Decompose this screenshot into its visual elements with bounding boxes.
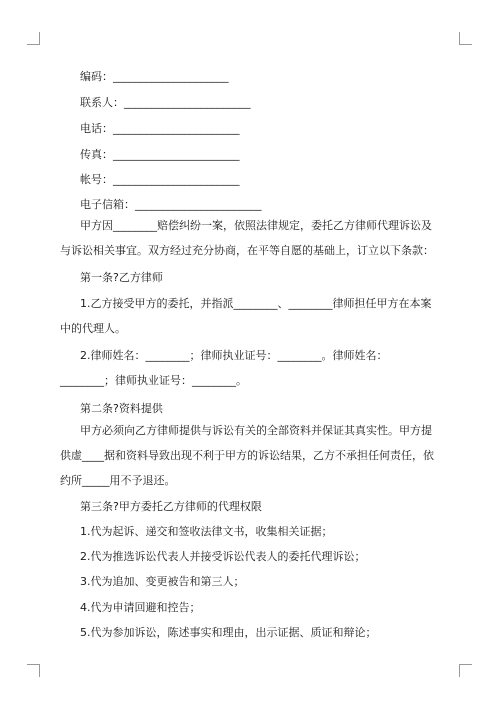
article-1-title: 第一条?乙方律师 <box>80 271 163 284</box>
article-2-title: 第二条?资料提供 <box>80 402 163 415</box>
field-fax: 传真：_______________________ <box>80 148 240 161</box>
article-3-item-3: 3.代为追加、变更被告和第三人； <box>80 575 245 588</box>
intro-paragraph: 甲方因________赔偿纠纷一案，依照法律规定，委托乙方律师代理诉讼及与诉讼相关事宜。双方经过充分协商，在平等自愿的基础上，订立以下条款： <box>60 219 434 257</box>
article-1-paragraph-2: 2.律师姓名：________；律师执业证号：________。律师姓名：________；律师执业证号：________。 <box>60 349 388 387</box>
article-3-item-1: 1.代为起诉、递交和签收法律文书，收集相关证据； <box>80 525 333 538</box>
field-phone: 电话：_______________________ <box>80 122 240 135</box>
field-email: 电子信箱：_______________________ <box>80 198 262 211</box>
crop-mark-bottom-left <box>27 664 40 677</box>
article-3-title: 第三条?甲方委托乙方律师的代理权限 <box>80 500 262 513</box>
field-code: 编码：_____________________ <box>80 70 229 83</box>
crop-mark-bottom-right <box>459 664 472 677</box>
article-2-paragraph: 甲方必须向乙方律师提供与诉讼有关的全部资料并保证其真实性。甲方提供虚____据和资料导致出现不利于甲方的诉讼结果，乙方不承担任何责任，依约所_____用不予退还。 <box>60 424 434 487</box>
article-3-item-5: 5.代为参加诉讼，陈述事实和理由，出示证据、质证和辩论； <box>80 626 377 639</box>
article-3-item-2: 2.代为推选诉讼代表人并接受诉讼代表人的委托代理诉讼； <box>80 550 366 563</box>
article-1-paragraph-1: 1.乙方接受甲方的委托，并指派________、________律师担任甲方在本案中的代理人。 <box>60 297 432 335</box>
article-3-item-4: 4.代为申请回避和控告； <box>80 601 201 614</box>
crop-mark-top-left <box>27 32 40 45</box>
crop-mark-top-right <box>459 32 472 45</box>
field-contact-person: 联系人：_______________________ <box>80 96 251 109</box>
field-account: 帐号：_______________________ <box>80 173 240 186</box>
